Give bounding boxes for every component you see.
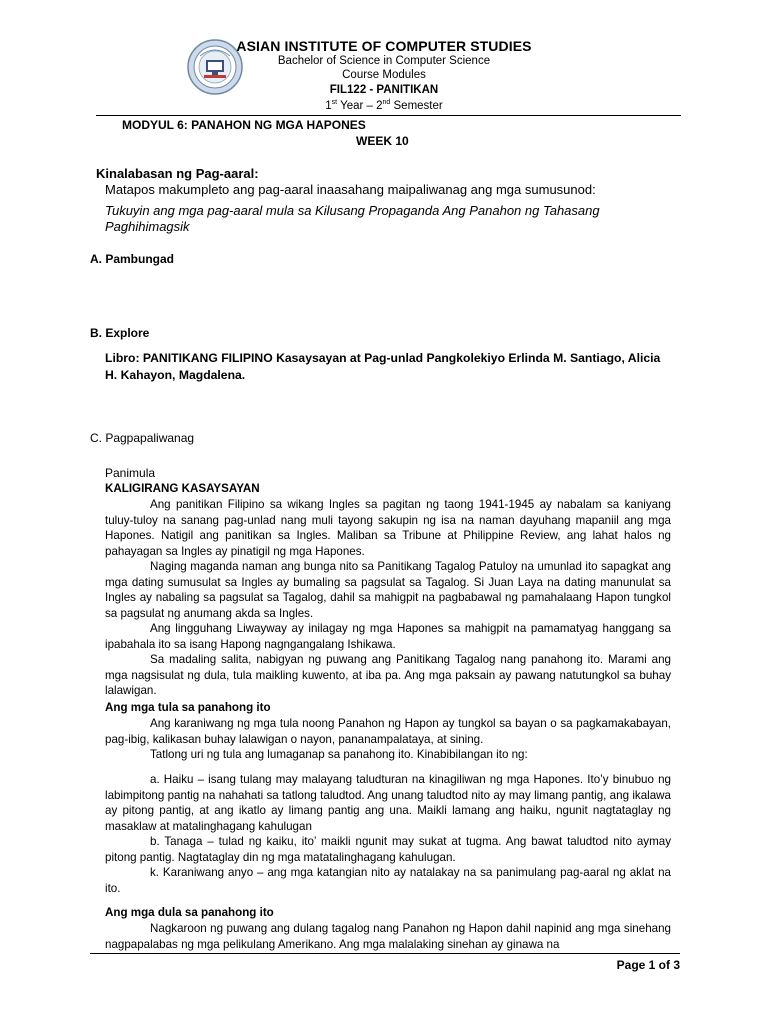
section-a-heading: A. Pambungad [90,252,175,266]
tula-heading: Ang mga tula sa panahong ito [105,701,271,714]
paragraph-3: Ang lingguhang Liwayway ay inilagay ng mga Hapones sa mahigpit na pamamatyag hanggang sa ipabahala ito sa isang Hapong nagngangalang Ishikawa. [105,622,671,651]
course-code: FIL122 - PANITIKAN [329,84,439,96]
module-title: MODYUL 6: PANAHON NG MGA HAPONES [122,118,366,132]
book-reference-line1: Libro: PANITIKANG FILIPINO Kasaysayan at Pag-unlad Pangkolekiyo Erlinda M. Santiago, Alicia [105,351,661,365]
body-block-4 [105,921,671,952]
document-type: Course Modules [342,69,426,81]
institution-name: ASIAN INSTITUTE OF COMPUTER STUDIES [236,38,532,54]
body-block-3 [105,772,671,896]
year-semester: 1st Year – 2nd Semester [325,99,443,112]
karaniwang-item: k. Karaniwang anyo – ang mga katangian nito ay natalakay na sa panimulang pag-aaral ng aklat na ito. [105,866,671,895]
dula-heading: Ang mga dula sa panahong ito [105,906,274,919]
haiku-item: a. Haiku – isang tulang may malayang taludturan na kinagiliwan ng mga Hapones. Ito’y binubuo ng labimpitong pantig na nahahati sa tatlong taludtod. Ang unang taludtod nito ay may limang pantig, ang ikalawa ay pitong pantig, at ang ikatlo ay limang pantig ang una. Maikli lamang ang haiku, ngunit nagtataglay ng masaklaw at matalinghagang kahulugan [105,773,671,833]
paragraph-6: Tatlong uri ng tula ang lumaganap sa panahong ito. Kinabibilangan ito ng: [150,748,528,761]
paragraph-5: Ang karaniwang ng mga tula noong Panahon ng Hapon ay tungkol sa bayan o sa pagkamakabayan, pag-ibig, kalikasan buhay lalawigan o nayon, pananampalataya, at sining. [105,717,671,746]
section-c-heading: C. Pagpapaliwanag [90,431,195,445]
section-b-heading: B. Explore [90,326,150,340]
body-block-2 [105,716,671,763]
header-divider [96,115,681,116]
body-block-1 [105,497,671,699]
objective-item-line1: Tukuyin ang mga pag-aaral mula sa Kilusang Propaganda Ang Panahon ng Tahasang [105,203,600,218]
panimula-heading: Panimula [105,466,156,480]
tanaga-item: b. Tanaga – tulad ng kaiku, ito’ maikli ngunit may sukat at tugma. Ang bawat taludtod nito aymay pitong pantig. Nagtataglay din ng mga matatalinghagang kahulugan. [105,835,671,864]
paragraph-1: Ang panitikan Filipino sa wikang Ingles sa pagitan ng taong 1941-1945 ay nabalam sa kaniyang tuluy-tuloy na sanang pag-unlad nang muli tayong sakupin ng isa na naman dayuhang mapaniil ang mga Hapones. Natigil ang panitikan sa Ingles. Maliban sa Tribune at Philippine Review, ang lahat halos ng pahayagan sa Ingles ay pinatigil ng mga Hapones. [105,498,671,558]
objectives-heading: Kinalabasan ng Pag-aaral: [96,166,259,181]
footer-divider [90,953,680,954]
week-label: WEEK 10 [356,134,409,148]
book-reference-line2: H. Kahayon, Magdalena. [105,368,246,382]
program-name: Bachelor of Science in Computer Science [277,55,491,67]
paragraph-2: Naging maganda naman ang bunga nito sa Panitikang Tagalog Patuloy na umunlad ito sapagkat ang mga dating sumusulat sa Ingles ay bumaling sa pagsulat sa Tagalog. Si Juan Laya na dating manunulat sa Ingles ay nabaling sa pagsulat sa Tagalog, dahil sa mahigpit na pagbabawal ng pamahalaang Hapon tungkol sa pagsulat ng anumang akda sa Ingles. [105,560,671,620]
objective-item-line2: Paghihimagsik [105,219,190,234]
kaligirang-heading: KALIGIRANG KASAYSAYAN [105,482,260,495]
paragraph-7: Nagkaroon ng puwang ang dulang tagalog nang Panahon ng Hapon dahil napinid ang mga sinehang nagpapalabas ng mga pelikulang Amerikano. Ang mga malalaking sinehan ay ginawa na [105,922,671,951]
page-number: Page 1 of 3 [616,958,680,972]
paragraph-4: Sa madaling salita, nabigyan ng puwang ang Panitikang Tagalog nang panahong ito. Marami ang mga nagsisulat ng dula, tula maikling kuwento, at iba pa. Ang mga paksain ay pawang natutungkol sa buhay lalawigan. [105,653,671,697]
objectives-intro: Matapos makumpleto ang pag-aaral inaasahang maipaliwanag ang mga sumusunod: [105,182,596,197]
